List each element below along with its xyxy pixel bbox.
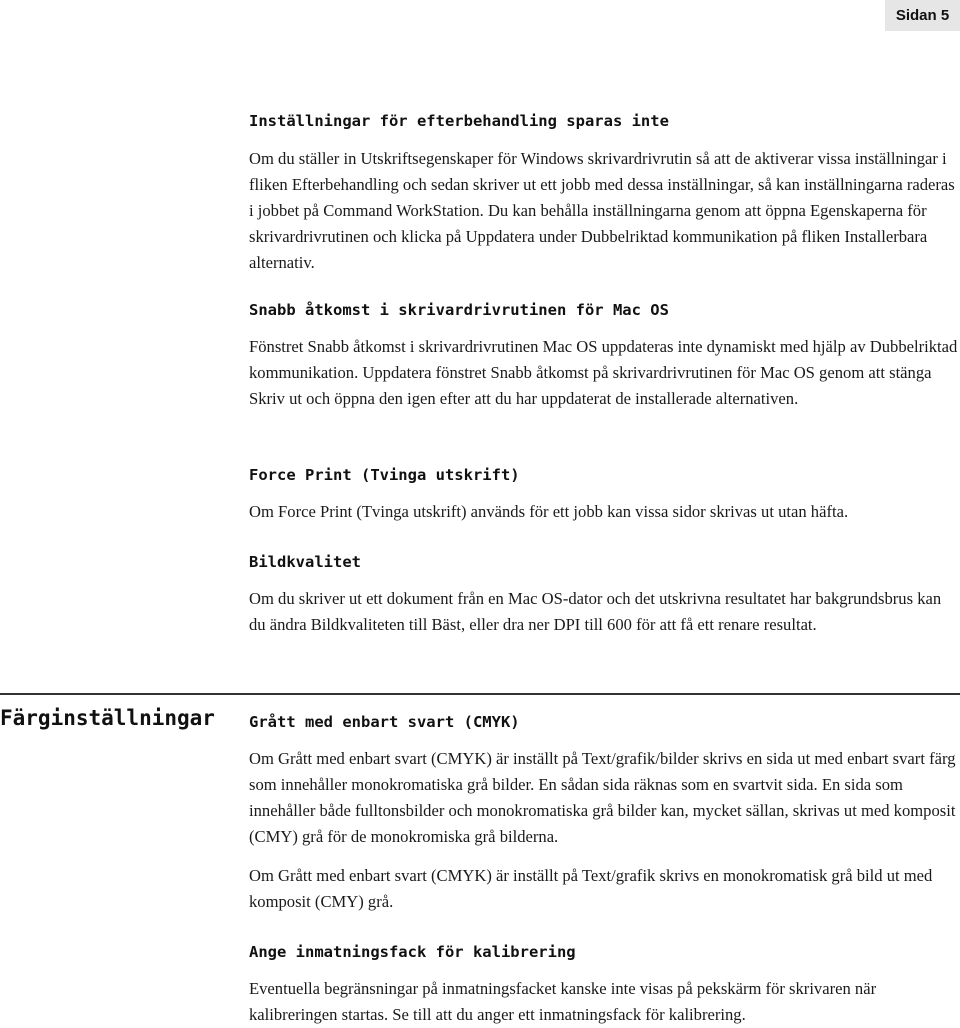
section-heading: Force Print (Tvinga utskrift): [249, 466, 520, 484]
section-heading: Inställningar för efterbehandling sparas inte: [249, 112, 669, 130]
section-heading: Bildkvalitet: [249, 553, 361, 571]
section-paragraph: Fönstret Snabb åtkomst i skrivardrivrutinen Mac OS uppdateras inte dynamiskt med hjälp av Dubbelriktad kommunikation. Uppdatera fönstret Snabb åtkomst på skrivardrivrutinen för Mac OS genom att stänga Skriv ut och öppna den igen efter att du har uppdaterat de installerade alternativen.: [249, 337, 958, 408]
section-paragraph: Eventuella begränsningar på inmatningsfacket kanske inte visas på pekskärm för skrivaren när kalibreringen startas. Se till att du anger ett inmatningsfack för kalibrering.: [249, 979, 877, 1024]
section-paragraph: Om du ställer in Utskriftsegenskaper för Windows skrivardrivrutin så att de aktiverar vissa inställningar i fliken Efterbehandling och sedan skriver ut ett jobb med dessa inställningar, så kan inställningarna raderas i jobbet på Command WorkStation. Du kan behålla inställningarna genom att öppna Egenskaperna för skrivardrivrutinen och klicka på Uppdatera under Dubbelriktad kommunikation på fliken Installerbara alternativ.: [249, 149, 955, 272]
section-paragraph: Om du skriver ut ett dokument från en Mac OS-dator och det utskrivna resultatet har bakgrundsbrus kan du ändra Bildkvaliteten till Bäst, eller dra ner DPI till 600 för att få ett renare resultat.: [249, 589, 942, 634]
section-paragraph: Om Grått med enbart svart (CMYK) är inställt på Text/grafik skrivs en monokromatisk grå bild ut med komposit (CMY) grå.: [249, 866, 933, 911]
section-heading: Ange inmatningsfack för kalibrering: [249, 943, 576, 961]
page-number-label: Sidan 5: [885, 0, 960, 31]
section-heading: Grått med enbart svart (CMYK): [249, 713, 520, 731]
section-paragraph: Om Grått med enbart svart (CMYK) är inställt på Text/grafik/bilder skrivs en sida ut med enbart svart färg som innehåller monokromatiska grå bilder. En sådan sida räknas som en svartvit sida. En sida som innehåller både fulltonsbilder och monokromatiska grå bilder kan, mycket sällan, skrivas ut med komposit (CMY) grå för de monokromiska grå bilderna.: [249, 749, 956, 846]
section-paragraph: Om Force Print (Tvinga utskrift) används för ett jobb kan vissa sidor skrivas ut utan häfta.: [249, 502, 849, 521]
section-heading: Snabb åtkomst i skrivardrivrutinen för Mac OS: [249, 301, 669, 319]
chapter-title: Färginställningar: [0, 706, 215, 730]
chapter-divider: [0, 693, 960, 695]
